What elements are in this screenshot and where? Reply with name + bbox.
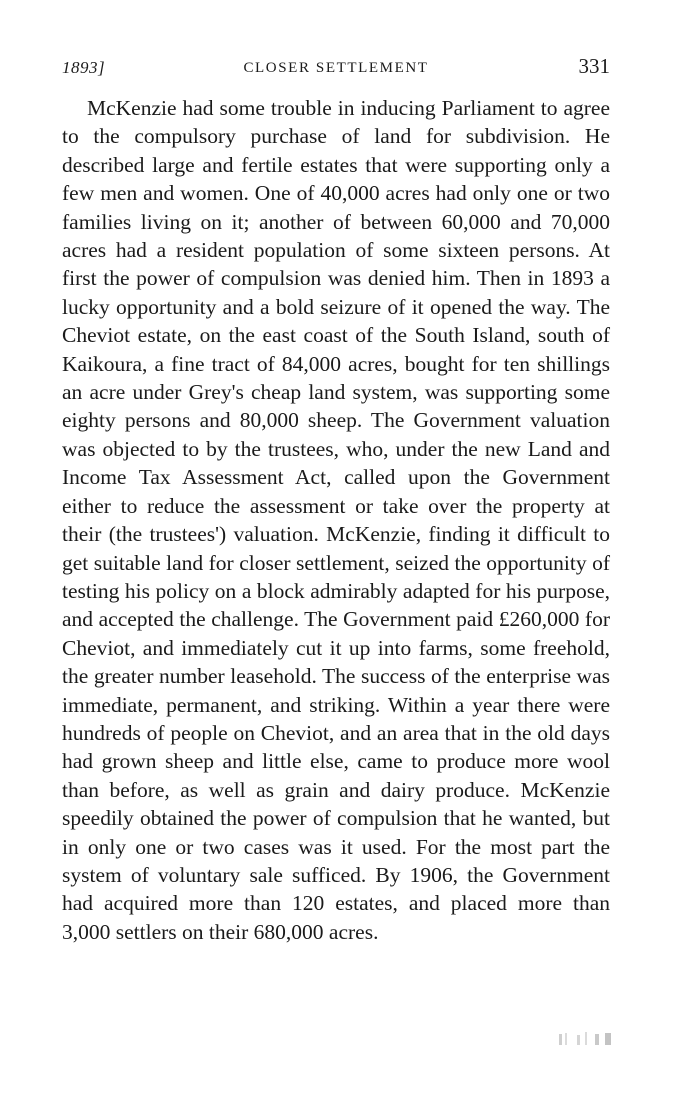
body-paragraph: McKenzie had some trouble in inducing Parliament to agree to the compulsory purchase of land for subdivision. He described large and fertile estates that were supporting only a few men and women. One of 40,000 acres had only one or two families living on it; another of between 60,000 and 70,000 acres had a resident population of some sixteen persons. At first the power of compulsion was denied him. Then in 1893 a lucky opportunity and a bold seizure of it opened the way. The Cheviot estate, on the east coast of the South Island, south of Kaikoura, a fine tract of 84,000 acres, bought for ten shillings an acre under Grey's cheap land system, was supporting some eighty persons and 80,000 sheep. The Government valuation was objected to by the trustees, who, under the new Land and Income Tax Assessment Act, called upon the Government either to reduce the assessment or take over the property at their (the trustees') valuation. McKenzie, finding it difficult to get suitable land for closer settlement, seized the opportunity of testing his policy on a block admirably adapted for his purpose, and accepted the challenge. The Government paid £260,000 for Cheviot, and immediately cut it up into farms, some freehold, the greater number leasehold. The success of the enterprise was immediate, permanent, and striking. Within a year there were hundreds of people on Cheviot, and an area that in the old days had grown sheep and little else, came to produce more wool than before, as well as grain and dairy produce. McKenzie speedily obtained the power of compulsion that he wanted, but in only one or two cases was it used. For the most part the system of voluntary sale sufficed. By 1906, the Government had acquired more than 120 estates, and placed more than 3,000 settlers on their 680,000 acres. — [62, 96, 610, 944]
running-head-title: CLOSER SETTLEMENT — [243, 60, 429, 76]
running-head — [62, 56, 610, 82]
running-head-year: 1893] — [62, 58, 106, 77]
page-number: 331 — [578, 54, 610, 78]
scan-smudge-mark — [555, 1030, 615, 1048]
